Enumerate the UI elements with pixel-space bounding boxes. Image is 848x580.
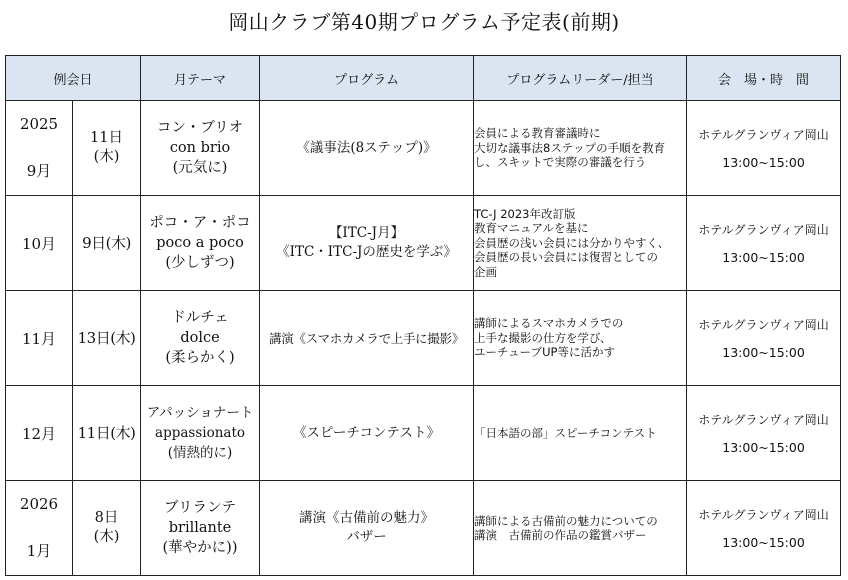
theme-term: con brio (169, 140, 231, 156)
theme-cell (141, 481, 260, 576)
theme-term: dolce (180, 330, 220, 346)
table-row (6, 196, 841, 291)
venue-name: ホテルグランヴィア岡山 (698, 413, 829, 427)
theme-cell (141, 101, 260, 196)
theme-katakana: ドルチェ (171, 310, 229, 326)
venue-time: 13:00~15:00 (722, 440, 805, 455)
leader-cell (474, 291, 687, 386)
month: 9月 (26, 162, 52, 180)
header-program: プログラム (260, 56, 474, 101)
venue-time: 13:00~15:00 (722, 535, 805, 550)
leader-line: ユーチューブUP等に活かす (474, 345, 615, 360)
table-row (6, 481, 841, 576)
year-month-cell (6, 481, 73, 576)
theme-katakana: アパッショナート (146, 405, 254, 421)
venue-name: ホテルグランヴィア岡山 (698, 318, 829, 332)
month-cell: 10月 (6, 196, 73, 291)
theme-katakana: コン・ブリオ (156, 120, 244, 136)
leader-line: 企画 (474, 264, 498, 279)
day-cell (73, 386, 141, 481)
program-schedule-table (5, 55, 841, 576)
page-title: 岡山クラブ第40期プログラム予定表(前期) (228, 10, 620, 34)
leader-line: 上手な撮影の仕方を学び、 (474, 330, 612, 345)
day-date: 8日 (94, 510, 119, 526)
leader-line: 会員歴の長い会員には復習としての (474, 250, 659, 265)
year: 2026 (19, 495, 59, 513)
theme-cell (141, 386, 260, 481)
leader-cell (474, 101, 687, 196)
theme-cell (141, 291, 260, 386)
day-date: 11日(木) (77, 423, 136, 442)
venue-time: 13:00~15:00 (722, 250, 805, 265)
day-date: 11日 (90, 130, 123, 146)
day-cell (73, 196, 141, 291)
program-cell (260, 291, 474, 386)
theme-term: poco a poco (156, 235, 244, 251)
theme-meaning: (華やかに)) (162, 540, 238, 556)
venue-cell (687, 196, 841, 291)
leader-line: 「日本語の部」スピーチコンテスト (474, 425, 657, 440)
program-cell (260, 386, 474, 481)
program-cell (260, 481, 474, 576)
day-cell (73, 291, 141, 386)
program-line: 《ITC・ITC-Jの歴史を学ぶ》 (276, 244, 457, 260)
header-leader: プログラムリーダー/担当 (474, 56, 687, 101)
header-venue-time: 会 場・時 間 (687, 56, 841, 101)
theme-meaning: (元気に) (172, 160, 228, 176)
venue-name: ホテルグランヴィア岡山 (698, 508, 829, 522)
leader-line: TC-J 2023年改訂版 (474, 206, 576, 221)
table-row (6, 386, 841, 481)
leader-cell (474, 196, 687, 291)
venue-time: 13:00~15:00 (722, 155, 805, 170)
leader-line: 講師によるスマホカメラでの (474, 316, 624, 331)
program-line: 《議事法(8ステップ)》 (296, 139, 437, 156)
leader-line: 教育マニュアルを基に (474, 221, 589, 236)
venue-name: ホテルグランヴィア岡山 (698, 223, 829, 237)
program-line: 《スピーチコンテスト》 (293, 424, 440, 441)
program-line: 講演《古備前の魅力》 (299, 510, 435, 526)
venue-cell (687, 481, 841, 576)
month-cell: 11月 (6, 291, 73, 386)
venue-time: 13:00~15:00 (722, 345, 805, 360)
day-weekday: (木) (93, 529, 120, 545)
theme-katakana: ブリランテ (164, 500, 236, 516)
venue-cell (687, 386, 841, 481)
theme-meaning: (情熱的に) (167, 445, 233, 461)
theme-cell (141, 196, 260, 291)
leader-line: 講師による古備前の魅力についての (474, 513, 658, 528)
header-row (6, 56, 841, 101)
leader-line: 講演 古備前の作品の鑑賞バザー (474, 528, 647, 542)
header-theme: 月テーマ (141, 56, 260, 101)
leader-line: 会員歴の浅い会員には分かりやすく、 (474, 235, 670, 250)
day-date: 13日(木) (77, 328, 136, 347)
leader-cell (474, 481, 687, 576)
leader-line: し、スキットで実際の審議を行う (474, 155, 647, 170)
program-line: バザー (346, 529, 387, 545)
day-cell (73, 101, 141, 196)
header-meeting-day: 例会日 (6, 56, 141, 101)
leader-line: 大切な議事法8ステップの手順を教育 (474, 140, 666, 155)
leader-line: 会員による教育審議時に (474, 126, 601, 141)
program-line: 【ITC-J月】 (328, 225, 405, 241)
theme-meaning: (柔らかく) (165, 350, 235, 366)
venue-name: ホテルグランヴィア岡山 (698, 128, 829, 142)
month-cell: 12月 (6, 386, 73, 481)
day-weekday: (木) (93, 149, 120, 165)
theme-term: brillante (168, 520, 232, 536)
theme-meaning: (少しずつ) (165, 255, 235, 271)
theme-term: appassionato (155, 425, 245, 441)
program-cell (260, 196, 474, 291)
program-line: 講演《スマホカメラで上手に撮影》 (269, 330, 464, 346)
theme-katakana: ポコ・ア・ポコ (149, 215, 251, 231)
program-cell (260, 101, 474, 196)
venue-cell (687, 101, 841, 196)
table-row (6, 291, 841, 386)
venue-cell (687, 291, 841, 386)
day-date: 9日(木) (82, 233, 131, 252)
year-month-cell (6, 101, 73, 196)
leader-cell (474, 386, 687, 481)
year: 2025 (19, 115, 59, 133)
month: 1月 (26, 542, 52, 560)
table-row (6, 101, 841, 196)
day-cell (73, 481, 141, 576)
